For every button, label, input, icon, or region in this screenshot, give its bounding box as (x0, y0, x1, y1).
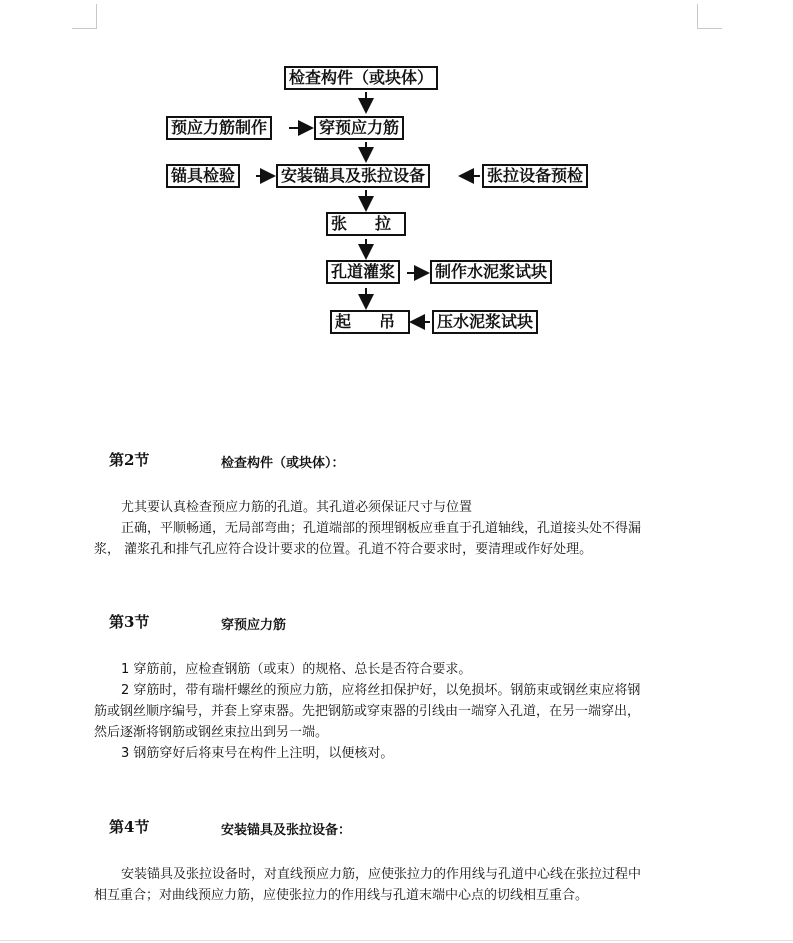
flow-box-tendon-make (166, 116, 272, 140)
section-3-line-2: 2 穿筋时，带有瑞杆螺丝的预应力筋，应将丝扣保护好，以免损坏。钢筋束或钢丝束应将钢 (121, 683, 641, 698)
flow-box-tension-label-b: 拉 (375, 214, 392, 233)
flow-box-tendon-make-label: 预应力筋制作 (171, 118, 268, 137)
section-3-line-3: 筋或钢丝顺序编号，并套上穿束器。先把钢筋或穿束器的引线由一端穿入孔道，在另一端穿出， (94, 704, 641, 719)
flowchart-arrows (0, 0, 793, 400)
flow-box-lift-label-a: 起 (335, 312, 352, 331)
flow-box-tension (326, 212, 406, 236)
section-3-line-4: 然后逐渐将钢筋或钢丝束拉出到另一端。 (94, 725, 329, 740)
flow-box-anchor-check-label: 锚具检验 (171, 166, 236, 185)
section-4-number: 第4节 (109, 818, 150, 836)
section-3-line-1: 1 穿筋前，应检查钢筋（或束）的规格、总长是否符合要求。 (121, 662, 472, 677)
section-2-title: 检查构件（或块体）： (221, 456, 345, 471)
flow-box-inspect-label: 检查构件（或块体） (289, 68, 434, 87)
flow-box-install (276, 164, 430, 188)
section-2-line-1: 尤其要认真检查预应力筋的孔道。其孔道必须保证尺寸与位置 (121, 500, 473, 515)
section-2-number: 第2节 (109, 451, 150, 469)
flow-box-anchor-check (166, 164, 240, 188)
flow-box-cube (430, 260, 552, 284)
section-4-line-2: 相互重合；对曲线预应力筋，应使张拉力的作用线与孔道末端中心点的切线相互重合。 (94, 888, 589, 903)
section-3-line-5: 3 钢筋穿好后将束号在构件上注明，以便核对。 (121, 746, 394, 761)
flow-box-install-label: 安装锚具及张拉设备 (281, 166, 426, 185)
flow-box-lift-label-b: 吊 (379, 312, 396, 331)
flow-box-lift (330, 310, 410, 334)
section-2-line-2: 正确，平顺畅通，无局部弯曲；孔道端部的预埋钢板应垂直于孔道轴线，孔道接头处不得漏 (121, 521, 642, 536)
section-3-title: 穿预应力筋 (221, 618, 287, 633)
flow-box-tension-label-a: 张 (331, 214, 348, 233)
flow-box-thread-label: 穿预应力筋 (319, 118, 400, 137)
flow-box-grout-label: 孔道灌浆 (331, 262, 396, 281)
flow-box-equip-check (482, 164, 588, 188)
section-2-line-3: 浆， 灌浆孔和排气孔应符合设计要求的位置。孔道不符合要求时，要清理或作好处理。 (94, 542, 593, 557)
flow-box-cube-label: 制作水泥浆试块 (435, 262, 548, 281)
section-4-title: 安装锚具及张拉设备： (221, 823, 352, 838)
section-4-line-1: 安装锚具及张拉设备时，对直线预应力筋，应使张拉力的作用线与孔道中心线在张拉过程中 (121, 867, 642, 882)
flow-box-equip-check-label: 张拉设备预检 (487, 166, 584, 185)
flow-box-press-label: 压水泥浆试块 (437, 312, 534, 331)
page-bottom-edge (0, 940, 793, 941)
section-3-number: 第3节 (109, 613, 150, 631)
flow-box-press (432, 310, 538, 334)
flow-box-grout (326, 260, 400, 284)
flow-box-thread (314, 116, 404, 140)
flow-box-inspect (284, 66, 438, 90)
